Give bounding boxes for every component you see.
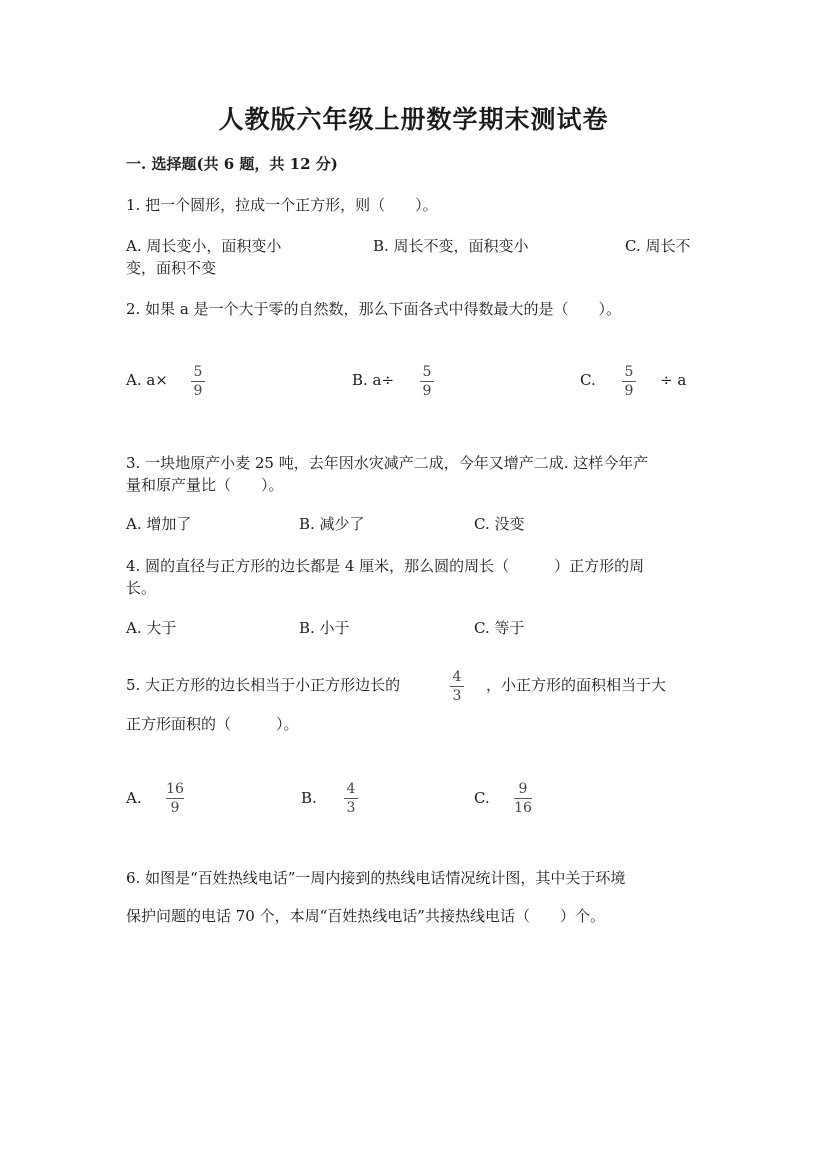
question-6-text-line1: 6. 如图是“百姓热线电话”一周内接到的热线电话情况统计图，其中关于环境 <box>126 869 626 887</box>
fraction-bar <box>450 686 464 687</box>
question-1-option-c-continued: 变，面积不变 <box>126 259 217 277</box>
fraction-numerator: 5 <box>624 364 634 380</box>
question-5-option-b: B. <box>301 789 317 807</box>
fraction-numerator: 16 <box>166 781 184 797</box>
question-3-text-line1: 3. 一块地原产小麦 25 吨，去年因水灾减产二成，今年又增产二成. 这样今年产 <box>126 454 649 472</box>
fraction-denominator: 9 <box>170 800 180 816</box>
question-5-option-c-fraction <box>514 782 532 816</box>
question-5-option-a-fraction <box>166 782 184 816</box>
question-5-text-line1-continued: ，小正方形的面积相当于大 <box>486 676 667 694</box>
fraction-bar <box>191 381 205 382</box>
fraction-numerator: 9 <box>518 781 528 797</box>
question-2-option-a-fraction <box>191 365 205 399</box>
question-5-text-line1: 5. 大正方形的边长相当于小正方形边长的 <box>126 676 401 694</box>
fraction-bar <box>344 798 358 799</box>
fraction-denominator: 3 <box>452 688 462 704</box>
question-2-option-c: C. <box>580 371 596 389</box>
question-1-text: 1. 把一个圆形，拉成一个正方形，则（ ）。 <box>126 196 438 214</box>
question-2-option-b-fraction <box>420 365 434 399</box>
question-5-text-line2: 正方形面积的（ ）。 <box>126 715 299 733</box>
fraction-bar <box>420 381 434 382</box>
question-2-option-b: B. a÷ <box>352 371 395 389</box>
section-heading: 一. 选择题(共 6 题，共 12 分) <box>126 155 338 173</box>
question-4-option-a: A. 大于 <box>126 619 177 637</box>
question-3-option-a: A. 增加了 <box>126 515 192 533</box>
question-3-option-c: C. 没变 <box>474 515 525 533</box>
fraction-bar <box>622 381 636 382</box>
question-2-text: 2. 如果 a 是一个大于零的自然数，那么下面各式中得数最大的是（ ）。 <box>126 300 622 318</box>
question-2-option-a: A. a× <box>126 371 168 389</box>
question-5-option-a: A. <box>126 789 142 807</box>
question-3-option-b: B. 减少了 <box>299 515 365 533</box>
question-4-text-line1: 4. 圆的直径与正方形的边长都是 4 厘米，那么圆的周长（ ）正方形的周 <box>126 557 645 575</box>
fraction-numerator: 4 <box>452 669 462 685</box>
fraction-denominator: 9 <box>193 383 203 399</box>
question-4-option-c: C. 等于 <box>474 619 525 637</box>
question-4-text-line2: 长。 <box>126 579 157 597</box>
page-title: 人教版六年级上册数学期末测试卷 <box>218 105 609 134</box>
fraction-numerator: 5 <box>422 364 432 380</box>
question-6-text-line2: 保护问题的电话 70 个，本周“百姓热线电话”共接热线电话（ ）个。 <box>126 907 605 925</box>
fraction-denominator: 9 <box>624 383 634 399</box>
question-1-option-a: A. 周长变小，面积变小 <box>126 237 282 255</box>
fraction-numerator: 5 <box>193 364 203 380</box>
question-1-option-b: B. 周长不变，面积变小 <box>373 237 529 255</box>
question-5-option-b-fraction <box>344 782 358 816</box>
fraction-bar <box>514 798 532 799</box>
fraction-numerator: 4 <box>346 781 356 797</box>
fraction-denominator: 3 <box>346 800 356 816</box>
question-2-option-c-suffix: ÷ a <box>660 371 687 389</box>
question-2-option-c-fraction <box>622 365 636 399</box>
question-5-option-c: C. <box>474 789 490 807</box>
question-1-option-c: C. 周长不 <box>625 237 691 255</box>
question-4-option-b: B. 小于 <box>299 619 350 637</box>
fraction-bar <box>166 798 184 799</box>
fraction-denominator: 16 <box>514 800 532 816</box>
fraction-denominator: 9 <box>422 383 432 399</box>
question-3-text-line2: 量和原产量比（ ）。 <box>126 476 284 494</box>
question-5-fraction <box>450 670 464 704</box>
